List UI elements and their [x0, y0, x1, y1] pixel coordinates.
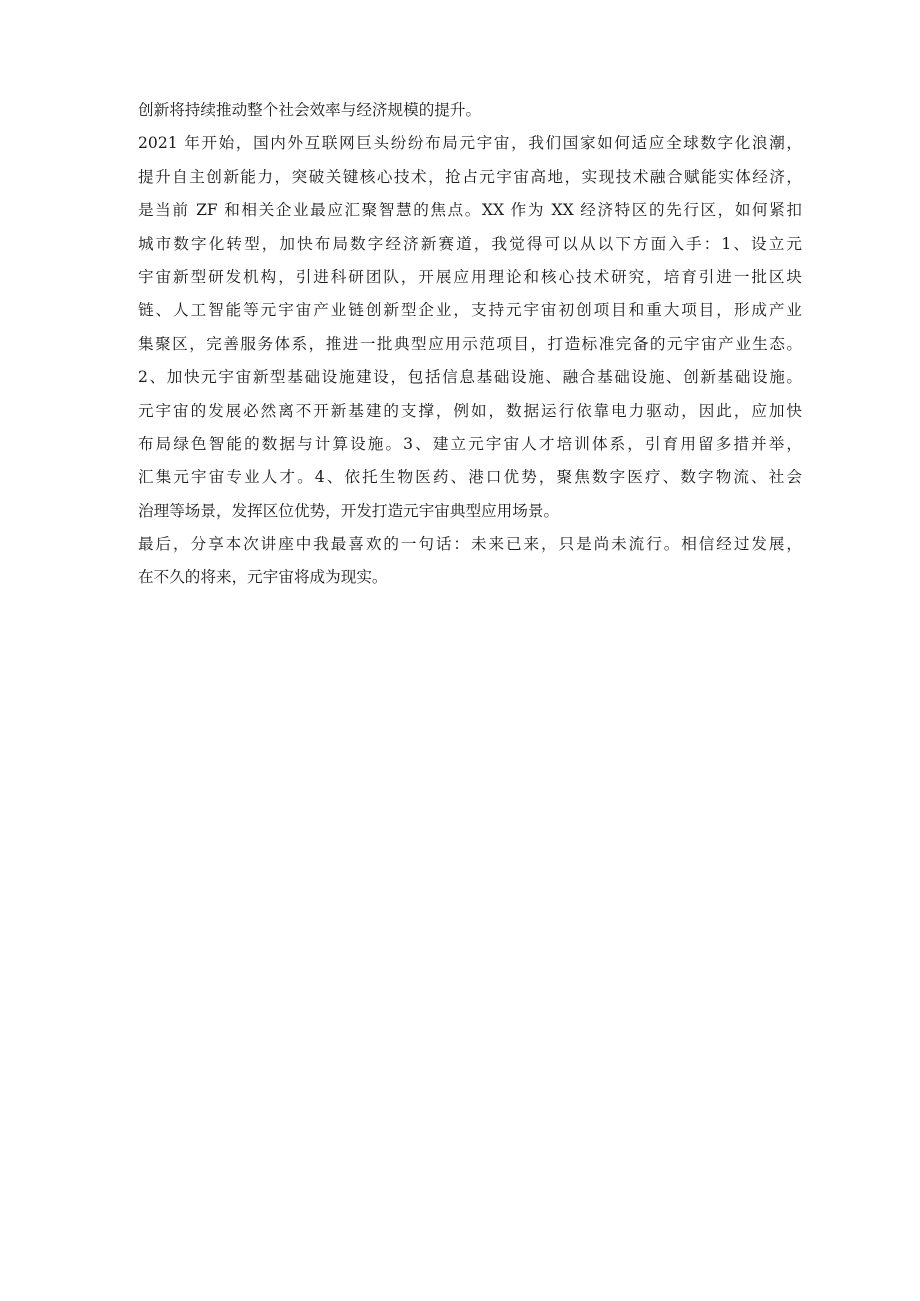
text-line: 创新将持续推动整个社会效率与经济规模的提升。 — [138, 101, 482, 119]
text-line: 布局绿色智能的数据与计算设施。3、建立元宇宙人才培训体系，引育用留多措并举， — [138, 434, 802, 453]
text-line: 2021 年开始，国内外互联网巨头纷纷布局元宇宙，我们国家如何适应全球数字化浪潮， — [138, 134, 802, 153]
text-line: 宇宙新型研发机构，引进科研团队，开展应用理论和核心技术研究，培育引进一批区块 — [138, 267, 802, 286]
text-line: 汇集元宇宙专业人才。4、依托生物医药、港口优势，聚焦数字医疗、数字物流、社会 — [138, 468, 802, 487]
text-line: 2、加快元宇宙新型基础设施建设，包括信息基础设施、融合基础设施、创新基础设施。 — [138, 368, 802, 387]
text-line: 在不久的将来，元宇宙将成为现实。 — [138, 568, 388, 587]
text-line: 元宇宙的发展必然离不开新基建的支撑，例如，数据运行依靠电力驱动，因此，应加快 — [138, 401, 802, 420]
text-line: 提升自主创新能力，突破关键核心技术，抢占元宇宙高地，实现技术融合赋能实体经济， — [138, 167, 802, 186]
text-line: 最后，分享本次讲座中我最喜欢的一句话：未来已来，只是尚未流行。相信经过发展， — [138, 535, 802, 554]
text-line: 城市数字化转型，加快布局数字经济新赛道，我觉得可以从以下方面入手：1、设立元 — [138, 234, 802, 253]
text-line: 是当前 ZF 和相关企业最应汇聚智慧的焦点。XX 作为 XX 经济特区的先行区，如何紧扣 — [138, 201, 802, 220]
text-line: 治理等场景，发挥区位优势，开发打造元宇宙典型应用场景。 — [138, 501, 560, 520]
document-body — [138, 94, 802, 595]
text-line: 链、人工智能等元宇宙产业链创新型企业，支持元宇宙初创项目和重大项目，形成产业 — [138, 301, 802, 320]
text-line: 集聚区，完善服务体系，推进一批典型应用示范项目，打造标准完备的元宇宙产业生态。 — [138, 334, 802, 353]
